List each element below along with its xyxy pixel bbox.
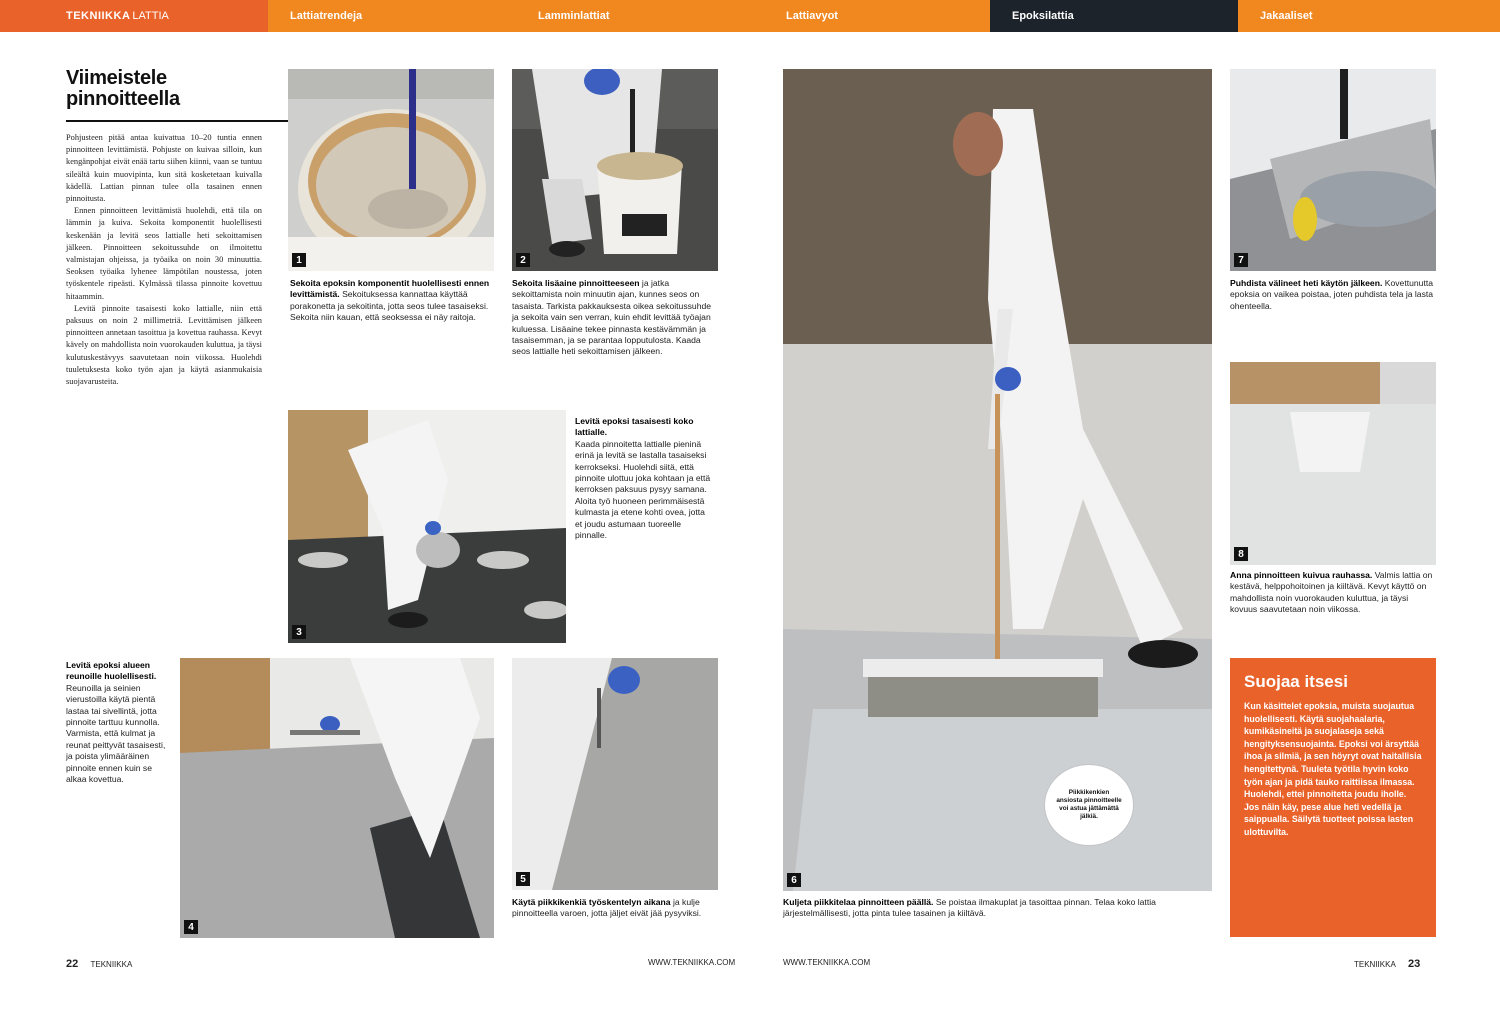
step-number: 4 (184, 920, 198, 934)
step-number: 1 (292, 253, 306, 267)
brand-bold: TEKNIIKKA (66, 10, 131, 22)
body-paragraph: Levitä pinnoite tasaisesti koko lattialle, niin että paksuus on noin 2 millimetriä. Levittämisen jälkeen pinnoitteen annetaan tasoittua ja kovettua rauhassa. Kevyt kävely on mahdollista noin vuorokauden kuluttua, ja täysi kulutuskestävyys saavutetaan noin viikossa. Huolehdi tuuletuksesta koko työn ajan ja käytä asianmukaisia suojavarusteita. (66, 303, 262, 387)
footer-right (1354, 958, 1420, 970)
step-number: 5 (516, 872, 530, 886)
caption-8: Anna pinnoitteen kuivua rauhassa. Valmis lattia on kestävä, helppohoitoinen ja kiiltävä. Kevyt käyttö on mahdollista noin vuorokauden kuluttua, ja täysi kovuus saavutetaan noin viikossa. (1230, 570, 1433, 615)
step-number: 8 (1234, 547, 1248, 561)
caption-7: Puhdista välineet heti käytön jälkeen. Kovettunutta epoksia on vaikea poistaa, joten puhdista tela ja lasta ohenteella. (1230, 278, 1434, 311)
photo-8-finished-floor (1230, 362, 1436, 565)
step-number: 2 (516, 253, 530, 267)
caption-2: Sekoita lisäaine pinnoitteeseen ja jatka sekoittamista noin minuutin ajan, kunnes seos on tasaista. Tarkista pakkauksesta oikea sekoitussuhde ja sekoita vain sen verran, kuin ehdit levittää työajan kuluessa. Lisäaine tekee pinnasta kestävämmän ja tasaisemman, ja se parantaa lopputulosta. Kaada seos lattialle heti sekoittamisen jälkeen. (512, 278, 712, 357)
caption-5: Käytä piikkikenkiä työskentelyn aikana ja kulje pinnoitteella varoen, jotta jäljet eivät jää pysyviksi. (512, 897, 702, 919)
infobox-title: Suojaa itsesi (1244, 672, 1348, 691)
footer-left (66, 958, 132, 970)
tab-lamminlattiat[interactable]: Lamminlattiat (516, 0, 764, 32)
brand-tab[interactable] (0, 0, 268, 32)
caption-1: Sekoita epoksin komponentit huolellisesti ennen levittämistä. Sekoituksessa kannattaa käyttää porakonetta ja sekoitinta, jotta seos tulee tasaiseksi. Sekoita niin kauan, että seoksessa ei näy raitoja. (290, 278, 490, 323)
body-paragraph: Pohjusteen pitää antaa kuivattua 10–20 tuntia ennen pinnoitteen levittämistä. Pohjuste on kuivaa silloin, kun kengänpohjat eivät enää tartu siihen kiinni, vaan se tuntuu sileältä kuin muovipinta, kun sitä kosketetaan kuivalla kädellä. Lattian pinnan tulee olla tasainen ennen pinnoitusta. (66, 133, 262, 204)
article-body (66, 132, 262, 388)
photo-3-pouring (288, 410, 566, 643)
page-number-left: 22 (66, 958, 79, 970)
title-line-2: pinnoitteella (66, 88, 180, 110)
tab-jakaaliset[interactable]: Jakaaliset (1238, 0, 1500, 32)
footer-url-right: WWW.TEKNIIKKA.COM (783, 958, 871, 967)
photo-5-shoes (512, 658, 718, 890)
safety-infobox (1230, 658, 1436, 937)
footer-magazine-left: TEKNIIKKA (90, 960, 133, 969)
photo-6-roller (783, 69, 1212, 891)
caption-4: Levitä epoksi alueen reunoille huolellisesti. Reunoilla ja seinien vierustoilla käytä pientä lastaa tai sivellintä, jotta pinnoite tarttuu kunnolla. Varmista, että kulmat ja reunat peittyvät tasaisesti, ja poista ylimääräinen pinnoite ennen kuin se alkaa kovettua. (66, 660, 166, 785)
brand-light: LATTIA (132, 10, 169, 22)
title-rule (66, 120, 288, 122)
tab-lattiatrendeja[interactable]: Lattiatrendeja (268, 0, 516, 32)
speech-bubble: Piikkikenkien ansiosta pinnoitteelle voi astua jättämättä jälkiä. (1045, 765, 1133, 845)
section-nav (0, 0, 1500, 32)
page-number-right: 23 (1408, 958, 1421, 970)
photo-7-tools (1230, 69, 1436, 271)
infobox-text: Kun käsittelet epoksia, muista suojautua huolellisesti. Käytä suojahaalaria, kumikäsineitä ja suojalaseja sekä hengityksensuojainta. Epoksi voi ärsyttää ihoa ja silmiä, ja sen höyryt ovat haitallisia hengitettynä. Tuuleta työtila hyvin koko työn ajan ja pidä tauko raittiissa ilmassa. Huolehdi, ettei pinnoitetta joudu iholle. Jos näin käy, pese alue heti vedellä ja saippualla. Säilytä tuotteet poissa lasten ulottuvilta. (1244, 701, 1422, 837)
footer-magazine-right: TEKNIIKKA (1354, 960, 1396, 969)
step-number: 3 (292, 625, 306, 639)
caption-3: Levitä epoksi tasaisesti koko lattialle. Kaada pinnoitetta lattialle pieninä erinä ja levitä se lastalla tasaiseksi kerrokseksi. Huolehdi siitä, että pinnoite ulottuu joka kohtaan ja että kerroksen paksuus pysyy samana. Aloita työ huoneen perimmäisestä kulmasta ja etene kohti ovea, jotta et joudu astumaan tuoreelle pinnalle. (575, 416, 711, 541)
title-line-1: Viimeistele (66, 67, 167, 89)
step-number: 7 (1234, 253, 1248, 267)
photo-2-mixing (512, 69, 718, 271)
photo-4-edges (180, 658, 494, 938)
article-title (66, 68, 288, 110)
step-number: 6 (787, 873, 801, 887)
body-paragraph: Ennen pinnoitteen levittämistä huolehdi, että tila on lämmin ja kuiva. Sekoita komponentit huolellisesti keskenään ja levitä seos lattialle heti sekoittamisen jälkeen. Pinnoitteen sekoitussuhde on ilmoitettu valmistajan ohjeissa, ja työaika on noin 30 minuuttia. Seoksen työaika lyhenee lämpötilan noustessa, joten työskentele ripeästi. Kylmässä tilassa pinnoite kovettuu hitaammin. (66, 206, 262, 301)
photo-1-bucket (288, 69, 494, 271)
tab-epoksilattia[interactable]: Epoksilattia (990, 0, 1238, 32)
footer-url-left: WWW.TEKNIIKKA.COM (648, 958, 736, 967)
tab-lattiavyot[interactable]: Lattiavyot (764, 0, 990, 32)
caption-6: Kuljeta piikkitelaa pinnoitteen päällä. Se poistaa ilmakuplat ja tasoittaa pinnan. Telaa koko lattia järjestelmällisesti, jotta pinta tulee tasainen ja kiiltävä. (783, 897, 1156, 919)
